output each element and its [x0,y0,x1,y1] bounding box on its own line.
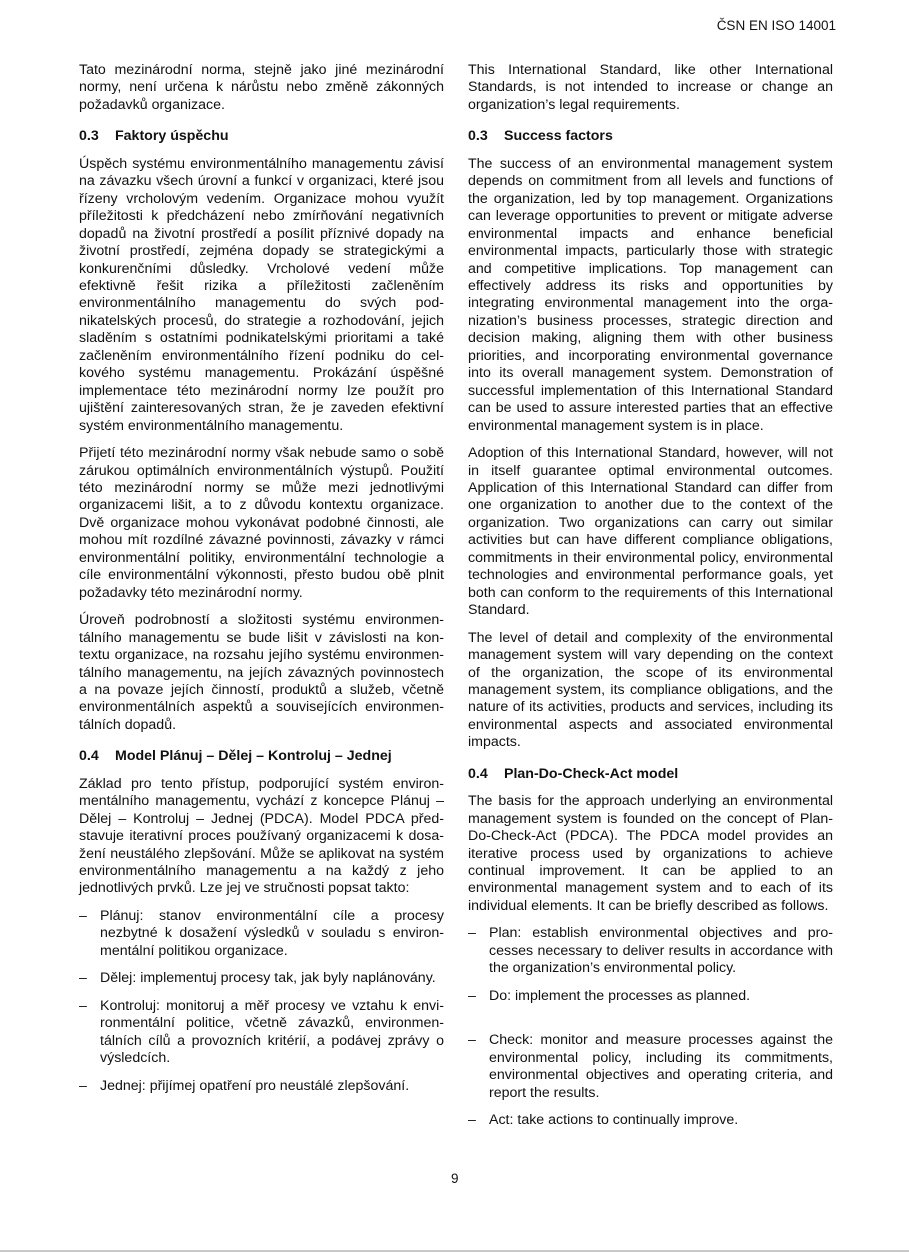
paragraph-cs-pdca: Základ pro tento přístup, podporující systém environmentálního managementu, vychází z koncepce Plánuj – Dělej – Kontroluj – Jednej (PDCA). Model PDCA představuje iterativní proces používaný organizacemi k dosažení neustálého zlepšování. Může se aplikovat na systém environmentálního managementu a na každý z jeho jednotlivých prvků. Lze jej ve stručnosti popsat takto: [79,775,444,897]
dash-bullet: – [79,907,87,924]
list-item-text: Plánuj: stanov environmentální cíle a procesy nezbytné k dosažení výsledků v souladu s environmentální politikou organizace. [100,907,444,959]
section-number: 0.4 [79,748,99,765]
standard-code-header: ČSN EN ISO 14001 [716,18,836,33]
list-item-text: Check: monitor and measure processes against the environmental policy, including its commitments, environmental objectives and operating criteria, and report the results. [489,1032,833,1101]
list-item-text: Do: implement the processes as planned. [489,987,751,1004]
section-title: Success factors [504,128,613,145]
section-heading-0-3-en [468,128,833,145]
list-item-text: Plan: establish environmental objectives and processes necessary to deliver results in accordance with the organization’s environmental policy. [489,925,833,977]
czech-column [79,62,444,1105]
list-item [468,1032,833,1102]
section-number: 0.3 [79,128,99,145]
list-item [79,908,444,960]
dash-bullet: – [468,925,476,942]
paragraph-cs-success-3: Úroveň podrobností a složitosti systému environmentálního managementu se bude lišit v závislosti na kontextu organizace, na rozsahu jejího systému environmentálního managementu, na jejích závazných povinnostech a na povaze jejích činností, produktů a služeb, včetně environmentálních aspektů a souvisejících environmentálních dopadů. [79,612,444,733]
dash-bullet: – [79,970,87,987]
intro-paragraph-en: This International Standard, like other International Standards, is not intended to increase or change an organization’s legal requirements. [468,62,833,113]
dash-bullet: – [468,1112,476,1129]
intro-paragraph-cs: Tato mezinárodní norma, stejně jako jiné mezinárodní normy, není určena k nárůstu nebo změně zákonných požadavků organizace. [79,62,444,113]
list-item [468,1112,833,1129]
section-heading-0-4-cs [79,748,444,765]
list-item [79,1078,444,1095]
dash-bullet: – [79,997,87,1014]
english-column [468,62,833,1139]
list-item-text: Dělej: implementuj procesy tak, jak byly naplánovány. [100,970,436,987]
paragraph-cs-success-2: Přijetí této mezinárodní normy však nebude samo o sobě zárukou optimálních environmentálních výstupů. Použití této mezinárodní normy se může mezi jednotlivými organizacemi lišit, a to z důvodu kontextu organizace. Dvě organizace mohou vykonávat podobné činnosti, ale mohou mít rozdílné závazné povinnosti, závazky v rámci environmentální politiky, environmentální technologie a cíle environmentální výkonnosti, přesto budou obě plnit požadavky této mezinárodní normy. [79,445,444,601]
paragraph-en-success-2: Adoption of this International Standard, however, will not in itself guarantee optimal environmental outcomes. Application of this International Standard can differ from one organization to another due to the context of the organization. Two organizations can carry out similar activities but can have different compliance obligations, commitments in their environmental policy, environmental technologies and environmental performance goals, yet both can conform to the requirements of this International Standard. [468,445,833,619]
list-item-text: Jednej: přijímej opatření pro neustálé zlepšování. [100,1077,410,1094]
list-item-text: Kontroluj: monitoruj a měř procesy ve vztahu k environmentální politice, včetně závazků, environmentálních cílů a provozních kritérií, a podávej zprávy o výsledcích. [100,997,444,1067]
list-item [79,970,444,987]
page-number: 9 [451,1171,459,1186]
list-item [79,998,444,1068]
list-item [468,988,833,1005]
section-title: Plan-Do-Check-Act model [504,765,679,782]
section-title: Model Plánuj – Dělej – Kontroluj – Jednej [115,748,392,765]
section-number: 0.4 [468,765,488,782]
paragraph-cs-success-1: Úspěch systému environmentálního managementu závisí na závazku všech úrovní a funkcí v organizaci, které jsou řízeny vrcholovým vedením. Organizace mohou využít příležitosti k předcházení nebo zmírňování negativních dopadů na životní prostředí a posílit příznivé dopady na životní prostředí, zejména dopady se strategickými a konkurenčními důsledky. Vrcholové vedení může efektivně řešit rizika a příležitosti začleněním environmentálního managementu do svých podnikatelských procesů, do strategie a rozhodování, jejich sladěním s ostatními podnikatelskými prioritami a také začleněním environmentálního řízení podniku do celkového systému managementu. Prokázání úspěšné implementace této mezinárodní normy lze použít pro ujištění zainteresovaných stran, že je zaveden efektivní systém environmentálního managementu. [79,155,444,434]
dash-bullet: – [79,1077,87,1094]
paragraph-en-success-1: The success of an environmental management system depends on commitment from all levels and functions of the organization, led by top management. Organizations can leverage opportunities to prevent or mitigate adverse environmental impacts and enhance beneficial environmental impacts, particularly those with strategic and competitive implications. Top management can effectively address its risks and opportunities by integrating environmental management into the organization’s business processes, strategic direction and decision making, aligning them with other business priorities, and incorporating environmental governance into its overall management system. Demonstration of successful implementation of this International Standard can be used to assure interested parties that an effective environmental management system is in place. [468,155,833,434]
list-item [468,925,833,977]
list-item-text: Act: take actions to continually improve. [489,1112,739,1129]
paragraph-en-pdca: The basis for the approach underlying an environmental management system is founded on the concept of Plan-Do-Check-Act (PDCA). The PDCA model provides an iterative process used by organizations to achieve continual improvement. It can be applied to an environmental management system and to each of its individual elements. It can be briefly described as follows. [468,793,833,914]
pdca-list-en [468,925,833,1129]
section-number: 0.3 [468,128,488,145]
paragraph-en-success-3: The level of detail and complexity of the environmental management system will vary depending on the context of the organization, the scope of its environmental management system, its compliance obligations, and the nature of its activities, products and services, including its environmental aspects and associated environmental impacts. [468,629,833,751]
dash-bullet: – [468,987,476,1004]
section-heading-0-3-cs [79,128,444,145]
section-heading-0-4-en [468,766,833,783]
dash-bullet: – [468,1032,476,1049]
pdca-list-cs [79,908,444,1095]
section-title: Faktory úspěchu [115,128,229,145]
